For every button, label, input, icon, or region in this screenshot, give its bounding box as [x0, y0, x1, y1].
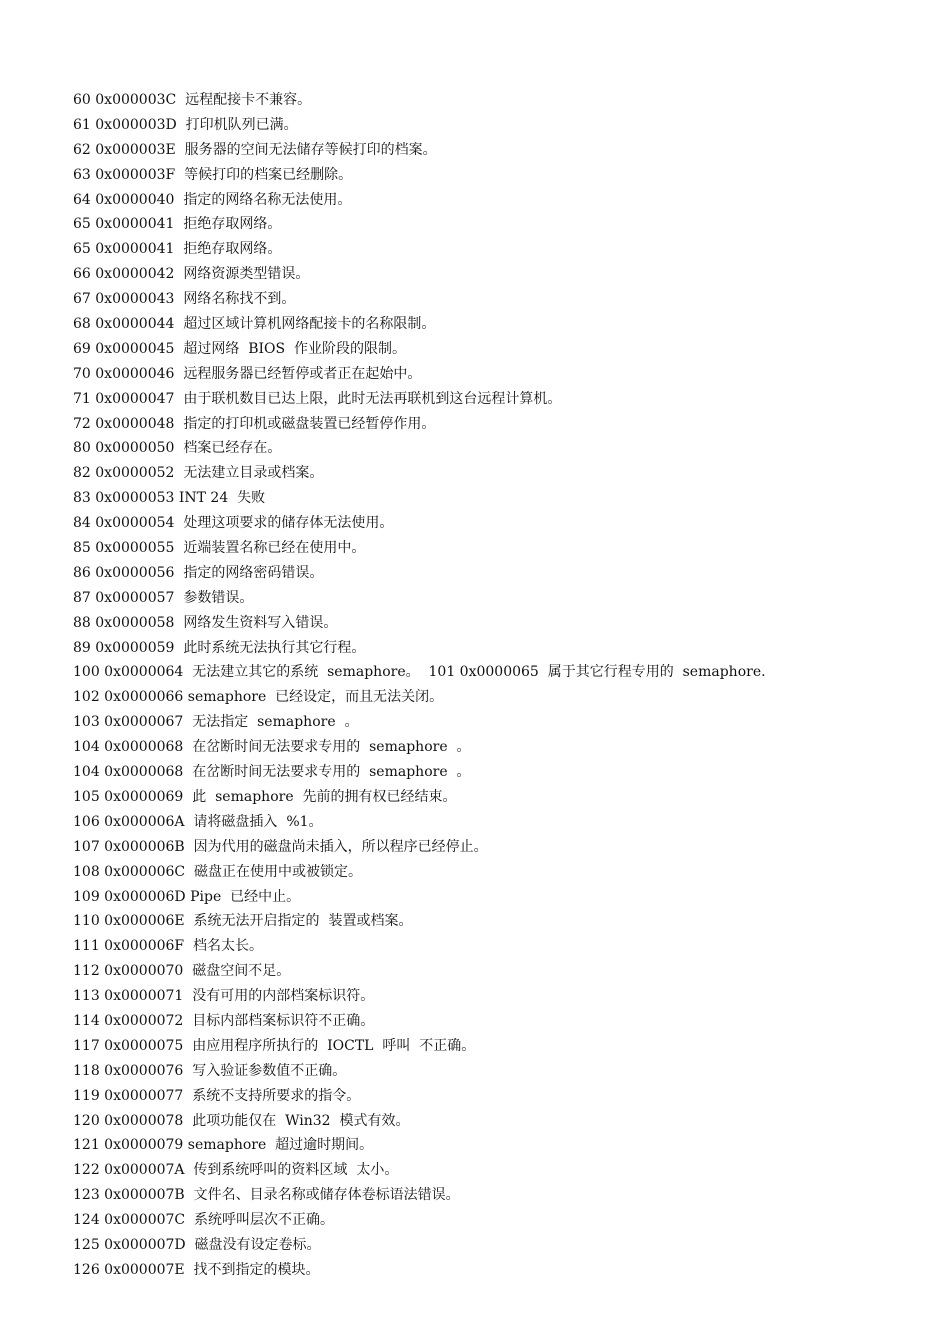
error-code-line: 71 0x0000047 由于联机数目已达上限，此时无法再联机到这台远程计算机。: [73, 390, 562, 407]
error-code-line: 107 0x000006B 因为代用的磁盘尚未插入，所以程序已经停止。: [73, 838, 488, 855]
error-code-line: 126 0x000007E 找不到指定的模块。: [73, 1261, 320, 1278]
error-code-line: 60 0x000003C 远程配接卡不兼容。: [73, 92, 312, 108]
error-code-line: 61 0x000003D 打印机队列已满。: [73, 116, 298, 133]
error-code-line: 87 0x0000057 参数错误。: [73, 589, 254, 606]
error-code-line: 123 0x000007B 文件名、目录名称或储存体卷标语法错误。: [73, 1187, 460, 1204]
error-code-line: 110 0x000006E 系统无法开启指定的 装置或档案。: [73, 913, 413, 930]
error-code-line: 64 0x0000040 指定的网络名称无法使用。: [73, 191, 352, 208]
error-code-line: 122 0x000007A 传到系统呼叫的资料区域 太小。: [73, 1162, 399, 1179]
error-code-line: 62 0x000003E 服务器的空间无法储存等候打印的档案。: [73, 141, 437, 158]
error-code-line: 111 0x000006F 档名太长。: [73, 938, 264, 955]
error-code-line: 118 0x0000076 写入验证参数值不正确。: [73, 1062, 347, 1079]
error-code-line: 70 0x0000046 远程服务器已经暂停或者正在起始中。: [73, 365, 422, 382]
error-code-line: 114 0x0000072 目标内部档案标识符不正确。: [73, 1012, 375, 1029]
error-code-line: 67 0x0000043 网络名称找不到。: [73, 291, 296, 308]
error-code-line: 124 0x000007C 系统呼叫层次不正确。: [73, 1212, 335, 1229]
error-code-line: 108 0x000006C 磁盘正在使用中或被锁定。: [73, 863, 363, 880]
error-code-line: 119 0x0000077 系统不支持所要求的指令。: [73, 1087, 361, 1104]
error-code-line: 103 0x0000067 无法指定 semaphore 。: [73, 714, 359, 731]
error-code-line: 89 0x0000059 此时系统无法执行其它行程。: [73, 639, 366, 656]
error-code-line: 104 0x0000068 在岔断时间无法要求专用的 semaphore 。: [73, 739, 471, 756]
error-code-line: 112 0x0000070 磁盘空间不足。: [73, 963, 291, 980]
error-code-line: 121 0x0000079 semaphore 超过逾时期间。: [73, 1137, 374, 1154]
error-code-line: 117 0x0000075 由应用程序所执行的 IOCTL 呼叫 不正确。: [73, 1037, 476, 1054]
error-code-line: 105 0x0000069 此 semaphore 先前的拥有权已经结束。: [73, 788, 457, 805]
error-code-line: 80 0x0000050 档案已经存在。: [73, 440, 282, 457]
error-code-line: 68 0x0000044 超过区域计算机网络配接卡的名称限制。: [73, 316, 436, 333]
error-code-line: 86 0x0000056 指定的网络密码错误。: [73, 564, 324, 581]
error-code-line: 100 0x0000064 无法建立其它的系统 semaphore。 101 0x0000065 属于其它行程专用的 semaphore.: [73, 664, 766, 681]
error-code-list: [73, 88, 933, 1283]
error-code-line: 84 0x0000054 处理这项要求的储存体无法使用。: [73, 515, 394, 532]
error-code-line: 102 0x0000066 semaphore 已经设定，而且无法关闭。: [73, 689, 444, 706]
error-code-line: 120 0x0000078 此项功能仅在 Win32 模式有效。: [73, 1112, 410, 1129]
error-code-line: 83 0x0000053 INT 24 失败: [73, 490, 266, 507]
error-code-line: 69 0x0000045 超过网络 BIOS 作业阶段的限制。: [73, 340, 407, 357]
error-code-line: 109 0x000006D Pipe 已经中止。: [73, 888, 301, 905]
error-code-line: 88 0x0000058 网络发生资料写入错误。: [73, 614, 338, 631]
error-code-line: 82 0x0000052 无法建立目录或档案。: [73, 465, 324, 482]
error-code-line: 65 0x0000041 拒绝存取网络。: [73, 216, 282, 233]
error-code-line: 65 0x0000041 拒绝存取网络。: [73, 241, 282, 258]
error-code-line: 72 0x0000048 指定的打印机或磁盘装置已经暂停作用。: [73, 415, 436, 432]
error-code-line: 63 0x000003F 等候打印的档案已经删除。: [73, 166, 353, 183]
error-code-line: 85 0x0000055 近端装置名称已经在使用中。: [73, 540, 366, 557]
error-code-line: 106 0x000006A 请将磁盘插入 %1。: [73, 813, 323, 830]
error-code-line: 125 0x000007D 磁盘没有设定卷标。: [73, 1236, 321, 1253]
error-code-line: 104 0x0000068 在岔断时间无法要求专用的 semaphore 。: [73, 764, 471, 781]
error-code-line: 66 0x0000042 网络资源类型错误。: [73, 266, 310, 283]
error-code-line: 113 0x0000071 没有可用的内部档案标识符。: [73, 988, 375, 1005]
